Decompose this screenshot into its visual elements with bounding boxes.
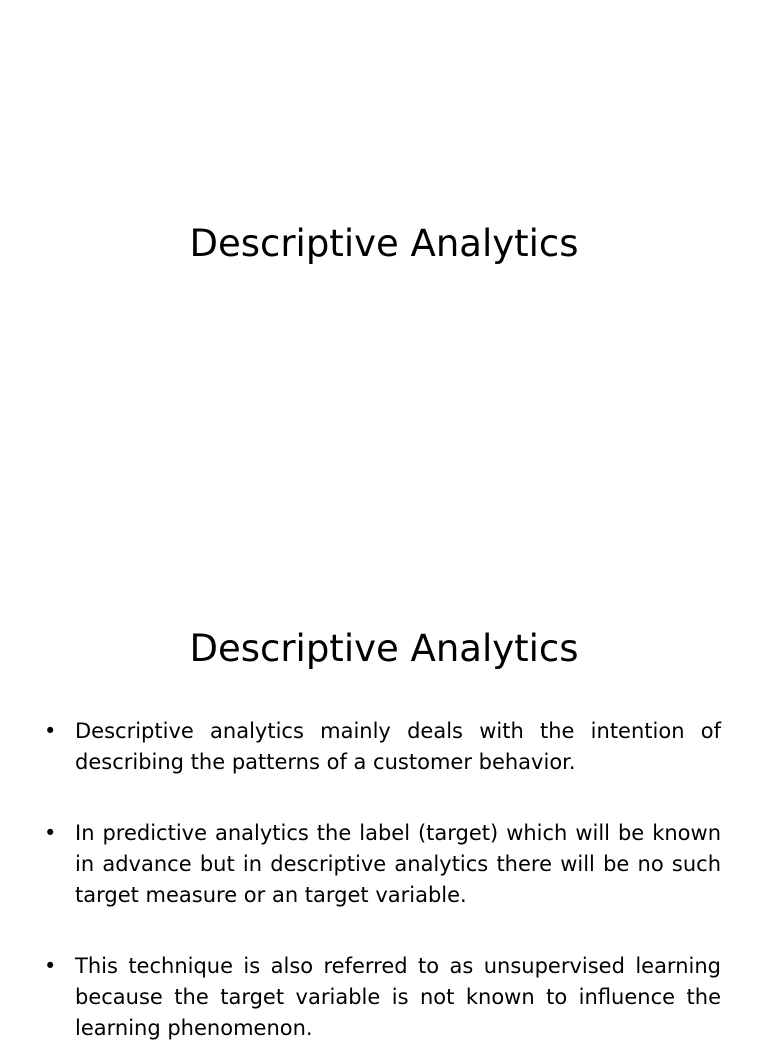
bullet-icon: • [44, 719, 57, 743]
bullet-list [0, 716, 768, 1044]
bullet-text: Descriptive analytics mainly deals with the intention of describing the patterns of a customer behavior. [75, 719, 721, 774]
slide-title: Descriptive Analytics [189, 222, 579, 265]
bullet-item [44, 951, 721, 1044]
slide-title: Descriptive Analytics [189, 627, 579, 670]
bullet-text: This technique is also referred to as unsupervised learning because the target variable is not known to influence the learning phenomenon. [75, 954, 721, 1040]
bullet-item [44, 818, 721, 911]
bullet-item [44, 716, 721, 778]
bullet-icon: • [44, 821, 57, 845]
bullet-text: In predictive analytics the label (target) which will be known in advance but in descriptive analytics there will be no such target measure or an target variable. [75, 821, 721, 907]
content-slide [0, 576, 768, 1040]
bullet-icon: • [44, 954, 57, 978]
